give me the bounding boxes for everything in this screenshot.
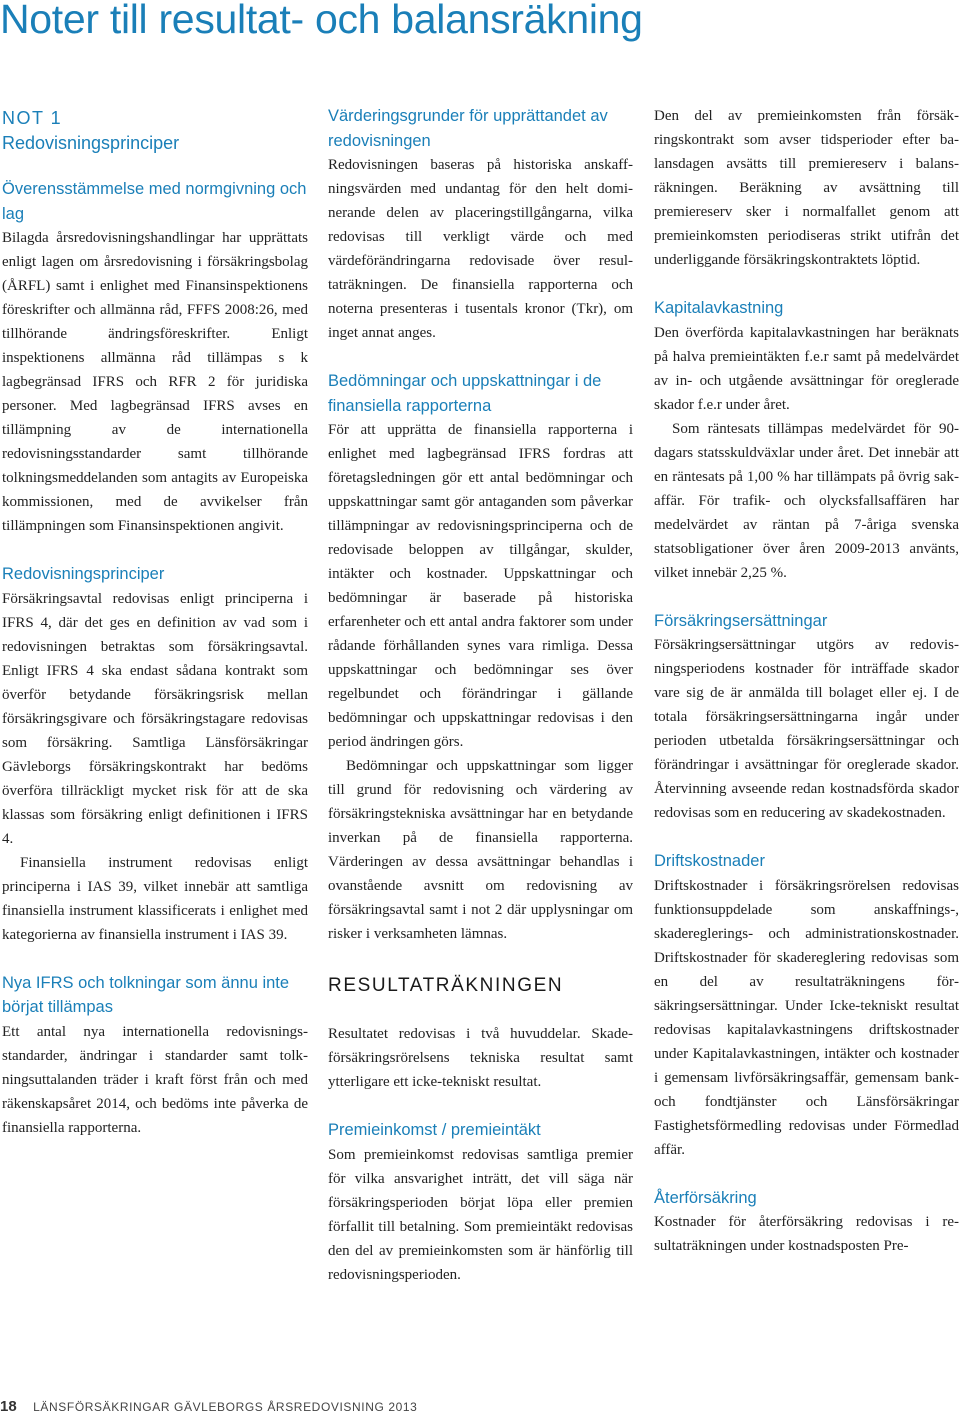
column-3 [654, 104, 959, 1258]
paragraph-premiereserv: Den del av premieinkomsten från försäkringskontrakt som avser tidsperioder efter balansdagen avsätts till premiereserv i balansräkningen. Beräkning av avsättning till premiereserv sker i normalfallet genom att premieinkomsten periodiseras strikt utifrån det underliggande försäkringskontraktets löptid. [654, 108, 959, 268]
column-1 [2, 104, 308, 1140]
heading-premieinkomst: Premieinkomst / premieintäkt [328, 1121, 541, 1139]
heading-nya-ifrs: Nya IFRS och tolkningar som ännu inte börjat tillämpas [2, 973, 290, 1016]
heading-aterforsakring: Återförsäkring [654, 1188, 757, 1207]
heading-varderingsgrunder: Värderingsgrunder för upprättandet av redovisningen [328, 107, 608, 150]
paragraph-kapitalavkastning-2: Som räntesats tillämpas medelvärdet för 90-dagars statsskuldväxlar under året. Det innebär att en räntesats på 1,00 % har tillämpats på övrig sak-affär. För trafik- och olycksfallsaffären har medelvärdet av räntan på 7-åriga svenska statsobligationer över åren 2009-2013 använts, vilket innebär 2,25 %. [654, 420, 959, 581]
paragraph-aterforsakring: Kostnader för återförsäkring redovisas i resultaträkningen under kostnadsposten Pre- [654, 1214, 959, 1254]
paragraph-finansiella-instrument: Finansiella instrument redovisas enligt principerna i IAS 39, vilket innebär att samtliga finansiella instrument klassificerats i enlighet med kategorierna av finansiella instrument i IAS 39. [2, 854, 308, 943]
paragraph-resultat: Resultatet redovisas i två huvuddelar. Skadeförsäkringsrörelsens tekniska resultat samt ytterligare ett icke-tekniskt resultat. [328, 1026, 633, 1090]
paragraph-driftskostnader: Driftskostnader i försäkringsrörelsen redovisas funktionsuppdelade som anskaffnings-, skadereglerings- och administrationskostnader. Driftskostnader för skadereglering redovisas som en del av resultaträkningens försäkringsersättningar. Under Icke-tekniskt resultat redovisas kapitalavkastningens driftskostnader under Kapitalavkastningen, intäkter och kostnader i gemensam livförsäkringsaffär, gemensam bank- och fondtjänster och Länsförsäkringar Fastighetsförmedling redovisas under Förmedlad affär. [654, 877, 959, 1158]
section-heading-resultatrakningen: RESULTATRÄKNINGEN [328, 975, 564, 996]
paragraph-kapitalavkastning-1: Den överförda kapitalavkastningen har beräknats på halva premieintäkten f.e.r samt på medelvärdet av in- och utgående avsättningar för oreglerade skador f.e.r under året. [654, 324, 959, 413]
page-title: Noter till resultat- och balansräkning [0, 0, 643, 42]
heading-kapitalavkastning: Kapitalavkastning [654, 299, 784, 317]
paragraph-varderingsgrunder: Redovisningen baseras på historiska anskaffningsvärden med undantag för den helt dominerande delen av placeringstillgångarna, vilka redovisas till verkligt värde och med värdeförändringarna redovisade över resultaträkningen. De finansiella rapporterna och noterna presenteras i tusentals kronor (Tkr), om inget annat anges. [328, 157, 633, 341]
heading-driftskostnader: Driftskostnader [654, 852, 765, 870]
note-label: NOT 1 [2, 108, 63, 128]
heading-overensstammelse: Överensstämmelse med normgivning och lag [2, 180, 307, 223]
paragraph-forsakringsavtal: Försäkringsavtal redovisas enligt principerna i IFRS 4, där det ges en definition av vad som i redovisningen betraktas som försäkringsavtal. Enligt IFRS 4 ska endast sådana kontrakt som överför betydande försäkringsrisk mellan försäkringsgivare och försäkringstagare redovisas som försäkring. Samtliga Länsförsäkringar Gävleborgs försäkringskontrakt har bedöms överföra tillräckligt mycket risk för att de ska klassas som försäkring enligt definitionen i IFRS 4. [2, 590, 308, 847]
paragraph-premieinkomst: Som premieinkomst redovisas samtliga premier för vilka ansvarighet inträtt, det vill säga när försäkringsperioden börjat löpa eller premien förfallit till betalning. Som premieintäkt redovisas den del av premieinkomsten som är hänförlig till redovisningsperioden. [328, 1146, 633, 1283]
paragraph-nya-ifrs: Ett antal nya internationella redovisningsstandarder, ändringar i standarder samt tolkningsuttalanden träder i kraft först från och med räkenskapsåret 2014, och bedöms inte påverka de finansiella rapporterna. [2, 1023, 308, 1136]
column-2 [328, 104, 633, 1287]
footer-brand: LÄNSFÖRSÄKRINGAR GÄVLEBORGS ÅRSREDOVISNING 2013 [33, 1400, 418, 1414]
page-number: 18 [0, 1398, 17, 1415]
paragraph-bedomningar-2: Bedömningar och uppskattningar som ligger till grund för redovisning och värdering av försäkringstekniska avsättningar har en betydande inverkan på de finansiella rapporterna. Värderingen av dessa avsättningar behandlas i ovanstående avsnitt om redovisning av försäkringsavtal samt i not 2 där upplysningar om risker i verksamheten lämnas. [328, 758, 633, 942]
page-footer [0, 1398, 417, 1416]
paragraph-forsakringsersattningar: Försäkringsersättningar utgörs av redovisningsperiodens kostnader för inträffade skador vare sig de är anmälda till bolaget eller ej. I de totala försäkringsersättningarna ingår under perioden utbetalda försäkringsersättningar och förändringar i avsättningar för oreglerade skador. Återvinning avseende redan kostnadsförda skador redovisas som en reducering av skadekostnaden. [654, 637, 959, 821]
note-title: Redovisningsprinciper [2, 133, 180, 153]
heading-forsakringsersattningar: Försäkringsersättningar [654, 611, 828, 630]
paragraph-overensstammelse: Bilagda årsredovisningshandlingar har upprättats enligt lagen om årsredovisning i försäkringsbolag (ÅRFL) samt i enlighet med Finansinspektionens föreskrifter och allmänna råd, FFFS 2008:26, med tillhörande ändringsföreskrifter. Enligt inspektionens allmänna råd tillämpas s k lagbegränsad IFRS och RFR 2 för juridiska personer. Med lagbegränsad IFRS avses en tillämpning av de internationella redovisningsstandarder samt tillhörande tolkningsmeddelanden som antagits av Europeiska kommissionen, med de avvikelser från tillämpningen som Finansinspektionen angivit. [2, 230, 308, 534]
heading-bedomningar: Bedömningar och uppskattningar i de finansiella rapporterna [328, 372, 602, 415]
heading-redovisningsprinciper: Redovisningsprinciper [2, 565, 165, 583]
paragraph-bedomningar-1: För att upprätta de finansiella rapporterna i enlighet med lagbegränsad IFRS fordras att företagsledningen gör ett antal bedömningar och uppskattningar samt gör antaganden som påverkar tillämpningar av redovisningsprinciperna och de redovisade beloppen av tillgångar, skulder, intäkter och kostnader. Uppskattningar och bedömningar är baserade på historiska erfarenheter och ett antal andra faktorer som under rådande förhållanden synes vara rimliga. Dessa uppskattningar och bedömningar ses över regelbundet och förändringar i gällande bedömningar och uppskattningar redovisas i den period ändringen görs. [328, 422, 633, 750]
